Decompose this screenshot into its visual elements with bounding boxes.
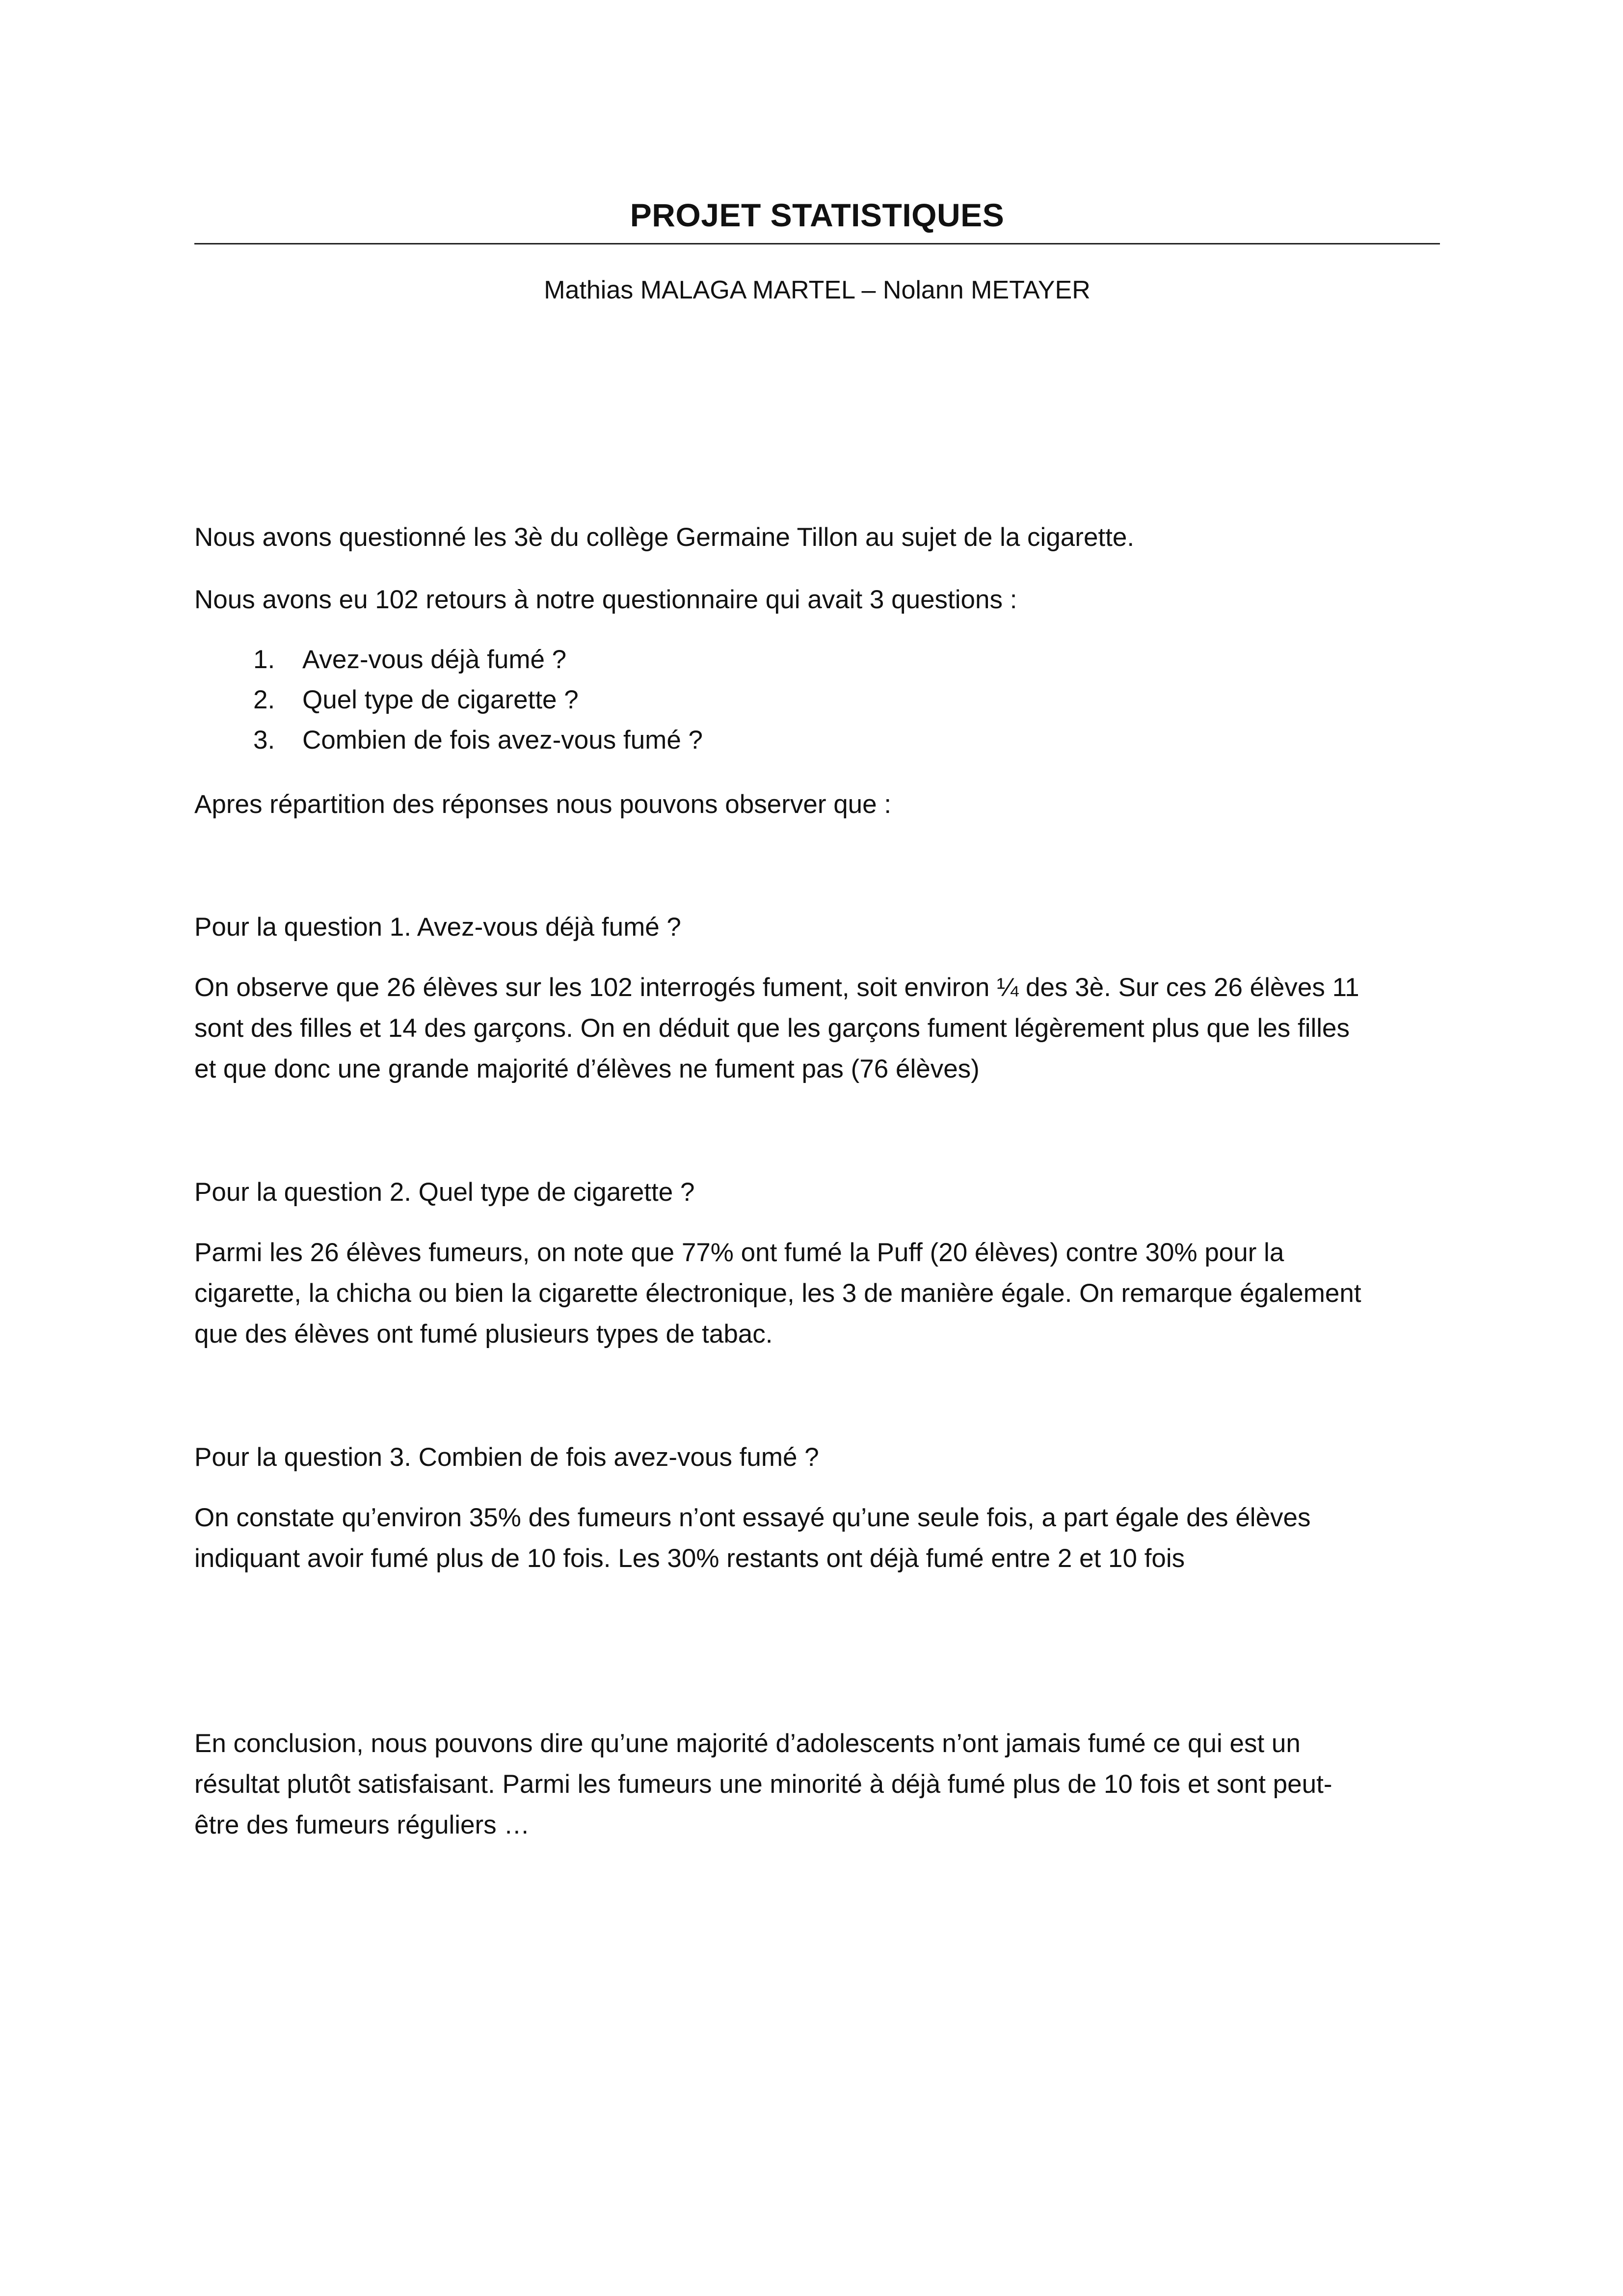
conclusion-paragraph — [194, 1723, 1441, 1845]
question-list — [194, 640, 1372, 760]
question-number: 1. — [253, 645, 275, 674]
text-line: indiquant avoir fumé plus de 10 fois. Les 30% restants ont déjà fumé entre 2 et 10 fois — [194, 1544, 1185, 1573]
question3-heading: Pour la question 3. Combien de fois avez-vous fumé ? — [194, 1443, 819, 1472]
text-line: On observe que 26 élèves sur les 102 interrogés fument, soit environ ¼ des 3è. Sur ces 26 élèves 11 — [194, 973, 1359, 1002]
text-line: et que donc une grande majorité d’élèves ne fument pas (76 élèves) — [194, 1054, 980, 1083]
question-list-item — [194, 640, 1372, 680]
question-text: Avez-vous déjà fumé ? — [302, 645, 567, 674]
text-line: En conclusion, nous pouvons dire qu’une majorité d’adolescents n’ont jamais fumé ce qui est un — [194, 1729, 1301, 1758]
question-text: Quel type de cigarette ? — [302, 685, 579, 714]
document-authors: Mathias MALAGA MARTEL – Nolann METAYER — [544, 276, 1091, 304]
question2-heading: Pour la question 2. Quel type de cigarette ? — [194, 1178, 695, 1207]
text-line: sont des filles et 14 des garçons. On en déduit que les garçons fument légèrement plus que les filles — [194, 1014, 1350, 1043]
question-list-item — [194, 680, 1372, 720]
question-text: Combien de fois avez-vous fumé ? — [302, 726, 703, 755]
text-line: que des élèves ont fumé plusieurs types de tabac. — [194, 1320, 773, 1349]
question1-heading: Pour la question 1. Avez-vous déjà fumé ? — [194, 913, 681, 942]
text-line: cigarette, la chicha ou bien la cigarette électronique, les 3 de manière égale. On remarque également — [194, 1279, 1361, 1308]
text-line: Parmi les 26 élèves fumeurs, on note que 77% ont fumé la Puff (20 élèves) contre 30% pour la — [194, 1238, 1284, 1267]
observation-intro: Apres répartition des réponses nous pouvons observer que : — [194, 790, 892, 819]
title-underline — [194, 243, 1440, 244]
text-line: On constate qu’environ 35% des fumeurs n’ont essayé qu’une seule fois, a part égale des élèves — [194, 1503, 1311, 1532]
intro-survey-paragraph: Nous avons eu 102 retours à notre questionnaire qui avait 3 questions : — [194, 585, 1017, 614]
question1-answer — [194, 967, 1441, 1089]
intro-paragraph: Nous avons questionné les 3è du collège Germaine Tillon au sujet de la cigarette. — [194, 523, 1135, 552]
question-number: 2. — [253, 685, 275, 714]
question-list-item — [194, 720, 1372, 760]
question-number: 3. — [253, 726, 275, 755]
question3-answer — [194, 1497, 1441, 1579]
question2-answer — [194, 1232, 1441, 1354]
document-title: PROJET STATISTIQUES — [630, 197, 1005, 233]
text-line: résultat plutôt satisfaisant. Parmi les fumeurs une minorité à déjà fumé plus de 10 fois et sont peut- — [194, 1770, 1332, 1799]
text-line: être des fumeurs réguliers … — [194, 1810, 530, 1839]
